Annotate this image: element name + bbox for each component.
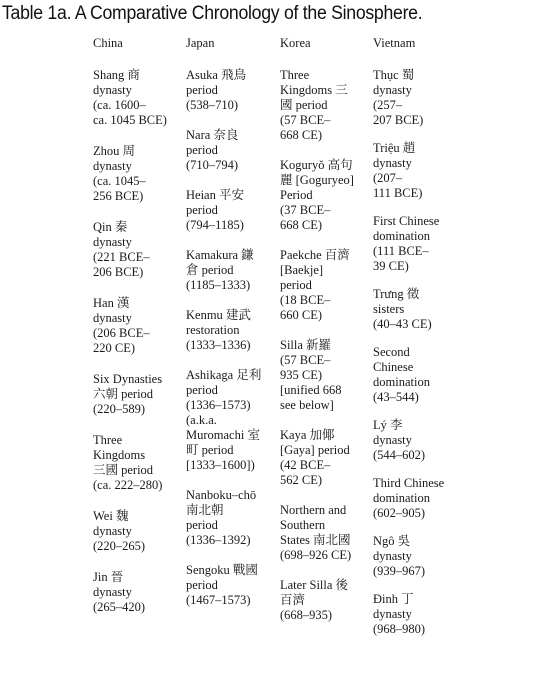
period-entry-line: Wei 魏	[93, 509, 129, 523]
column-header-japan: Japan	[186, 36, 215, 50]
period-entry-line: 935 CE)	[280, 368, 323, 382]
period-entry-line: 39 CE)	[373, 259, 409, 273]
table-title: Table 1a. A Comparative Chronology of the Sinosphere.	[2, 3, 423, 24]
period-entry-line: (206 BCE–	[93, 326, 150, 340]
period-entry-line: period	[186, 203, 218, 217]
period-entry-line: dynasty	[373, 156, 412, 170]
period-entry-line: (698–926 CE)	[280, 548, 352, 562]
period-entry-line: (18 BCE–	[280, 293, 331, 307]
period-entry-line: Thục 蜀	[373, 68, 415, 82]
period-entry	[186, 488, 278, 548]
period-entry-line: (1185–1333)	[186, 278, 251, 292]
period-entry	[186, 68, 278, 113]
period-entry-line: Second	[373, 345, 410, 359]
period-entry	[93, 372, 183, 417]
period-entry-line: Qin 秦	[93, 220, 128, 234]
period-entry-line: (ca. 222–280)	[93, 478, 163, 492]
period-entry	[373, 418, 483, 463]
period-entry	[373, 345, 483, 405]
period-entry-line: Heian 平安	[186, 188, 244, 202]
period-entry-line: (1467–1573)	[186, 593, 251, 607]
period-entry-line: ca. 1045 BCE)	[93, 113, 167, 127]
period-entry-line: (37 BCE–	[280, 203, 331, 217]
period-entry-line: (220–265)	[93, 539, 146, 553]
period-entry-line: period	[186, 83, 218, 97]
period-entry-line: 668 CE)	[280, 128, 323, 142]
period-entry-line: 206 BCE)	[93, 265, 144, 279]
period-entry	[280, 338, 372, 413]
period-entry	[373, 214, 483, 274]
period-entry-line: (794–1185)	[186, 218, 244, 232]
period-entry-line: (111 BCE–	[373, 244, 429, 258]
period-entry	[280, 248, 372, 323]
period-entry-line: dynasty	[93, 585, 132, 599]
period-entry-line: Triệu 趙	[373, 141, 416, 155]
period-entry-line: (221 BCE–	[93, 250, 150, 264]
period-entry	[373, 476, 483, 521]
period-entry-line: Three	[93, 433, 123, 447]
period-entry-line: [Baekje]	[280, 263, 324, 277]
period-entry-line: Third Chinese	[373, 476, 445, 490]
period-entry-line: restoration	[186, 323, 240, 337]
period-entry-line: domination	[373, 491, 430, 505]
period-entry-line: Jin 晉	[93, 570, 124, 584]
period-entry-line: (57 BCE–	[280, 113, 331, 127]
column-header-korea: Korea	[280, 36, 311, 50]
period-entry-line: dynasty	[373, 549, 412, 563]
period-entry-line: (710–794)	[186, 158, 239, 172]
period-entry-line: (42 BCE–	[280, 458, 331, 472]
period-entry-line: dynasty	[373, 433, 412, 447]
period-entry-line: 六朝 period	[93, 387, 154, 401]
period-entry-line: dynasty	[93, 235, 132, 249]
period-entry-line: 220 CE)	[93, 341, 136, 355]
period-entry-line: 562 CE)	[280, 473, 323, 487]
period-entry	[93, 433, 183, 493]
period-entry-line: dynasty	[93, 311, 132, 325]
period-entry	[93, 570, 183, 615]
period-entry-line: (ca. 1600–	[93, 98, 146, 112]
column-vietnam	[373, 36, 483, 650]
period-entry-line: Ngô 吳	[373, 534, 411, 548]
period-entry-line: Asuka 飛鳥	[186, 68, 247, 82]
period-entry-line: Six Dynasties	[93, 372, 163, 386]
period-entry-line: [1333–1600])	[186, 458, 255, 472]
period-entry-line: 660 CE)	[280, 308, 323, 322]
period-entry-line: (265–420)	[93, 600, 146, 614]
column-china	[93, 36, 183, 631]
period-entry	[373, 592, 483, 637]
period-entry-line: 百濟	[280, 593, 306, 607]
period-entry-line: Muromachi 室	[186, 428, 260, 442]
period-entry	[373, 534, 483, 579]
period-entry-line: dynasty	[93, 83, 132, 97]
period-entry-line: Paekche 百濟	[280, 248, 350, 262]
period-entry	[280, 68, 372, 143]
period-entry-line: period	[186, 143, 218, 157]
period-entry-line: Zhou 周	[93, 144, 136, 158]
period-entry-line: Kenmu 建武	[186, 308, 251, 322]
period-entry-line: dynasty	[373, 607, 412, 621]
period-entry	[93, 68, 183, 128]
period-entry-line: Nanboku–chō	[186, 488, 257, 502]
period-entry	[93, 220, 183, 280]
period-entry-line: 南北朝	[186, 503, 224, 517]
period-entry	[186, 308, 278, 353]
period-entry	[186, 368, 278, 473]
period-entry-line: domination	[373, 375, 430, 389]
period-entry	[93, 144, 183, 204]
period-entry-line: 256 BCE)	[93, 189, 144, 203]
period-entry	[186, 128, 278, 173]
period-entry-line: Nara 奈良	[186, 128, 239, 142]
period-entry-line: (207–	[373, 171, 403, 185]
period-entry-line: Kaya 加倻	[280, 428, 335, 442]
period-entry-line: (a.k.a.	[186, 413, 217, 427]
period-entry-line: Lý 李	[373, 418, 403, 432]
period-entry	[93, 509, 183, 554]
period-entry-line: (40–43 CE)	[373, 317, 432, 331]
period-entry	[373, 141, 483, 201]
period-entry-line: (57 BCE–	[280, 353, 331, 367]
period-entry-line: 207 BCE)	[373, 113, 424, 127]
period-entry-line: (1333–1336)	[186, 338, 251, 352]
period-entry	[93, 296, 183, 356]
period-entry-line: period	[186, 518, 218, 532]
period-entry-line: see below]	[280, 398, 334, 412]
period-entry-line: (939–967)	[373, 564, 426, 578]
period-entry-line: 111 BCE)	[373, 186, 423, 200]
period-entry	[280, 503, 372, 563]
period-entry-line: Shang 商	[93, 68, 140, 82]
period-entry-line: period	[186, 383, 218, 397]
period-entry-line: Kingdoms 三	[280, 83, 348, 97]
period-entry	[280, 158, 372, 233]
period-entry-line: dynasty	[373, 83, 412, 97]
column-japan	[186, 36, 278, 623]
period-entry-line: Kingdoms	[93, 448, 146, 462]
period-entry-line: Silla 新羅	[280, 338, 332, 352]
period-entry-line: (538–710)	[186, 98, 239, 112]
period-entry-line: Southern	[280, 518, 326, 532]
period-entry-line: [Gaya] period	[280, 443, 350, 457]
period-entry-line: [unified 668	[280, 383, 342, 397]
column-korea	[280, 36, 372, 638]
period-entry-line: Northern and	[280, 503, 347, 517]
period-entry-line: Trưng 徵	[373, 287, 420, 301]
period-entry-line: Three	[280, 68, 310, 82]
column-header-china: China	[93, 36, 123, 50]
period-entry-line: (257–	[373, 98, 403, 112]
period-entry-line: 國 period	[280, 98, 328, 112]
period-entry-line: 町 period	[186, 443, 234, 457]
period-entry-line: domination	[373, 229, 430, 243]
period-entry-line: Period	[280, 188, 313, 202]
period-entry-line: (ca. 1045–	[93, 174, 146, 188]
period-entry-line: (1336–1392)	[186, 533, 251, 547]
period-entry-line: Ashikaga 足利	[186, 368, 262, 382]
period-entry-line: Later Silla 後	[280, 578, 349, 592]
period-entry	[373, 287, 483, 332]
period-entry-line: 三國 period	[93, 463, 154, 477]
period-entry-line: Sengoku 戰國	[186, 563, 258, 577]
period-entry-line: (544–602)	[373, 448, 426, 462]
period-entry-line: (668–935)	[280, 608, 333, 622]
period-entry-line: (602–905)	[373, 506, 426, 520]
period-entry	[280, 428, 372, 488]
period-entry-line: Koguryŏ 高句	[280, 158, 353, 172]
period-entry-line: dynasty	[93, 159, 132, 173]
period-entry	[186, 563, 278, 608]
period-entry	[186, 188, 278, 233]
period-entry-line: Kamakura 鎌	[186, 248, 254, 262]
period-entry-line: 倉 period	[186, 263, 234, 277]
period-entry-line: Chinese	[373, 360, 414, 374]
period-entry-line: (1336–1573)	[186, 398, 251, 412]
period-entry-line: First Chinese	[373, 214, 440, 228]
period-entry-line: Đinh 丁	[373, 592, 414, 606]
period-entry-line: sisters	[373, 302, 405, 316]
period-entry-line: (968–980)	[373, 622, 426, 636]
period-entry	[373, 68, 483, 128]
period-entry	[186, 248, 278, 293]
period-entry-line: (220–589)	[93, 402, 146, 416]
period-entry-line: period	[186, 578, 218, 592]
period-entry-line: 麗 [Goguryeo]	[280, 173, 354, 187]
period-entry-line: (43–544)	[373, 390, 419, 404]
period-entry-line: dynasty	[93, 524, 132, 538]
period-entry-line: period	[280, 278, 312, 292]
period-entry-line: 668 CE)	[280, 218, 323, 232]
period-entry	[280, 578, 372, 623]
column-header-vietnam: Vietnam	[373, 36, 416, 50]
period-entry-line: States 南北國	[280, 533, 351, 547]
period-entry-line: Han 漢	[93, 296, 130, 310]
